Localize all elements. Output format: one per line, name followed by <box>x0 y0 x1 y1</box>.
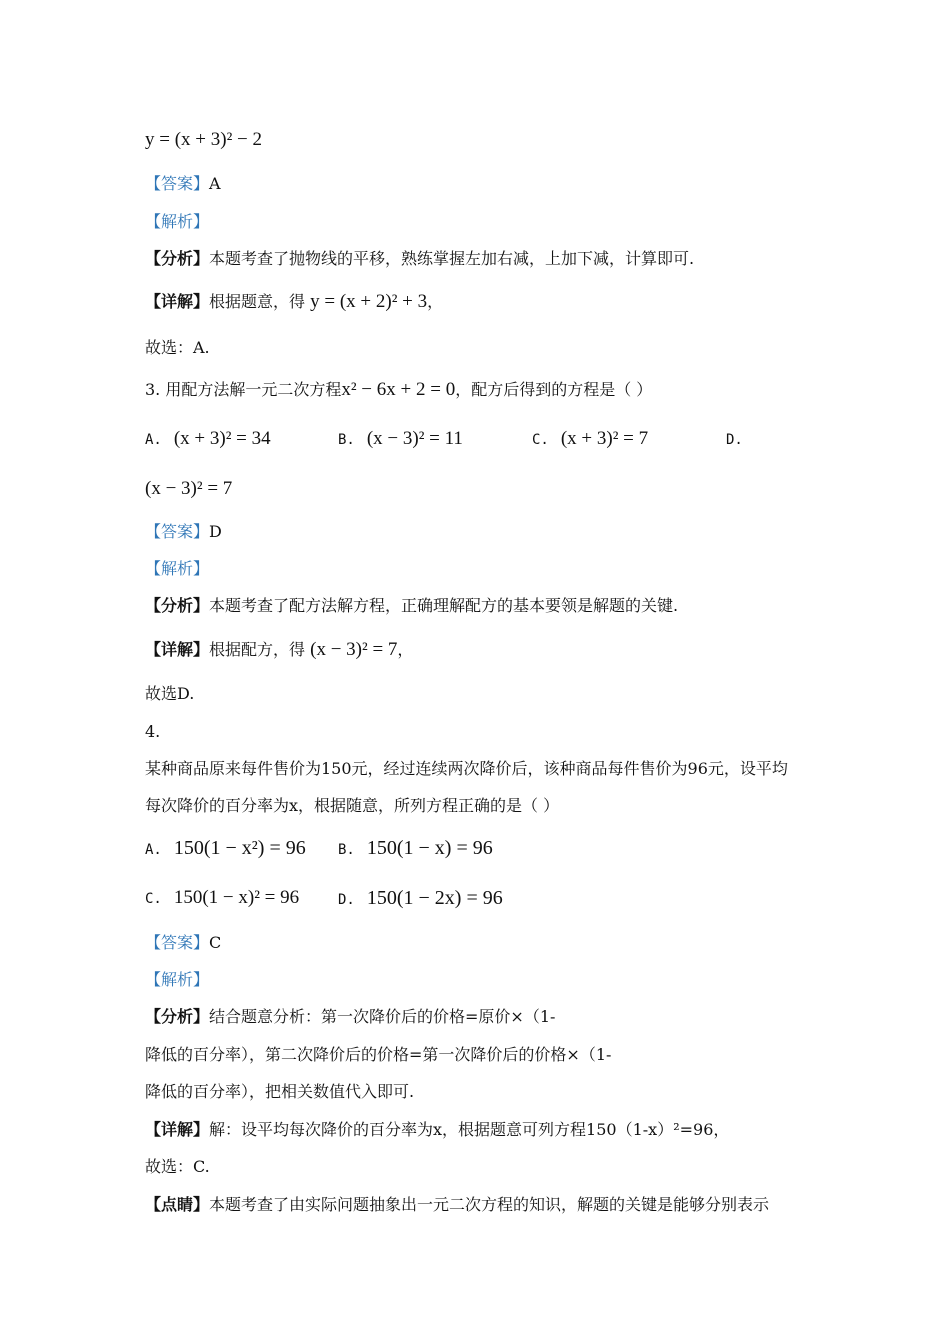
q4-option-c <box>145 886 299 911</box>
prev-xiangjie-line <box>145 290 443 314</box>
option-label: A. <box>145 432 162 448</box>
q4-option-b <box>338 836 493 862</box>
answer-value: C <box>209 933 222 952</box>
option-formula: 150(1 − x²) = 96 <box>173 837 306 859</box>
q3-answer-line <box>145 520 222 544</box>
option-label: C. <box>145 891 162 907</box>
q3-guxuan: 故选D. <box>145 684 195 703</box>
xiangjie-pre: 根据题意，得 <box>209 292 306 311</box>
option-formula: (x + 3)² = 7 <box>560 428 649 449</box>
fenxi-text: 本题考查了配方法解方程，正确理解配方的基本要领是解题的关键. <box>209 596 679 615</box>
answer-value: A <box>209 174 221 193</box>
answer-tag: 【答案】 <box>145 522 210 541</box>
xiangjie-tag: 【详解】 <box>145 1120 210 1139</box>
xiangjie-post: ， <box>427 292 444 311</box>
q4-xiangjie-line <box>145 1118 729 1142</box>
q4-fenxi-line1 <box>145 1005 555 1029</box>
fenxi-tag: 【分析】 <box>145 596 210 615</box>
q3-option-c <box>532 427 648 452</box>
answer-value: D <box>209 522 222 541</box>
q4-option-a <box>145 836 306 862</box>
xiangjie-post: ， <box>397 640 414 659</box>
q3-xiangjie-line <box>145 638 413 662</box>
option-label: C. <box>532 432 549 448</box>
fenxi-tag: 【分析】 <box>145 249 210 268</box>
q4-answer-line <box>145 931 221 955</box>
option-formula: 150(1 − x)² = 96 <box>173 887 300 908</box>
q3-option-a <box>145 427 271 452</box>
option-label: A. <box>145 842 162 858</box>
option-label: B. <box>338 432 355 448</box>
q4-dianjing-line <box>145 1193 769 1217</box>
xiangjie-text: 解：设平均每次降价的百分率为x，根据题意可列方程150（1-x）²=96， <box>209 1120 730 1139</box>
dianjing-text: 本题考查了由实际问题抽象出一元二次方程的知识，解题的关键是能够分别表示 <box>209 1195 770 1214</box>
jiexi-tag: 【解析】 <box>145 970 210 989</box>
fenxi-text: 本题考查了抛物线的平移，熟练掌握左加右减，上加下减，计算即可. <box>209 249 695 268</box>
q4-fenxi-line3: 降低的百分率），把相关数值代入即可. <box>145 1082 415 1101</box>
prev-formula: y = (x + 3)² − 2 <box>145 129 262 150</box>
q4-fenxi-line2: 降低的百分率），第二次降价后的价格=第一次降价后的价格×（1- <box>145 1045 612 1064</box>
fenxi-tag: 【分析】 <box>145 1007 210 1026</box>
fenxi-text: 结合题意分析：第一次降价后的价格=原价×（1- <box>209 1007 556 1026</box>
prev-answer-line <box>145 172 221 196</box>
xiangjie-tag: 【详解】 <box>145 292 210 311</box>
q3-option-b <box>338 427 463 452</box>
q3-stem <box>145 378 652 402</box>
xiangjie-tag: 【详解】 <box>145 640 210 659</box>
prev-fenxi-line <box>145 247 694 271</box>
xiangjie-formula: (x − 3)² = 7 <box>310 639 398 660</box>
jiexi-tag: 【解析】 <box>145 559 210 578</box>
q3-stem-post: ，配方后得到的方程是（ ） <box>455 380 653 399</box>
dianjing-tag: 【点睛】 <box>145 1195 210 1214</box>
q3-stem-formula: x² − 6x + 2 = 0 <box>341 379 456 400</box>
q4-guxuan: 故选：C. <box>145 1157 210 1176</box>
option-formula: (x + 3)² = 34 <box>173 428 271 449</box>
option-label: B. <box>338 842 355 858</box>
q3-option-d-formula: (x − 3)² = 7 <box>145 478 233 499</box>
jiexi-tag: 【解析】 <box>145 212 210 231</box>
q3-fenxi-line <box>145 594 678 618</box>
q4-option-d <box>338 886 503 912</box>
option-formula: 150(1 − 2x) = 96 <box>366 887 503 909</box>
prev-guxuan: 故选：A. <box>145 338 210 357</box>
q3-option-d-label <box>726 427 755 452</box>
option-label: D. <box>726 432 743 448</box>
q4-stem-line1: 某种商品原来每件售价为150元，经过连续两次降价后，该种商品每件售价为96元，设平均 <box>145 759 788 778</box>
option-label: D. <box>338 892 355 908</box>
answer-tag: 【答案】 <box>145 933 210 952</box>
option-formula: 150(1 − x) = 96 <box>366 837 493 859</box>
q4-number: 4. <box>145 722 161 741</box>
q3-stem-pre: 3. 用配方法解一元二次方程 <box>145 380 342 399</box>
xiangjie-formula: y = (x + 2)² + 3 <box>310 291 428 312</box>
answer-tag: 【答案】 <box>145 174 210 193</box>
xiangjie-pre: 根据配方，得 <box>209 640 306 659</box>
q4-stem-line2: 每次降价的百分率为x，根据随意，所列方程正确的是（ ） <box>145 796 560 815</box>
option-formula: (x − 3)² = 11 <box>366 428 463 449</box>
